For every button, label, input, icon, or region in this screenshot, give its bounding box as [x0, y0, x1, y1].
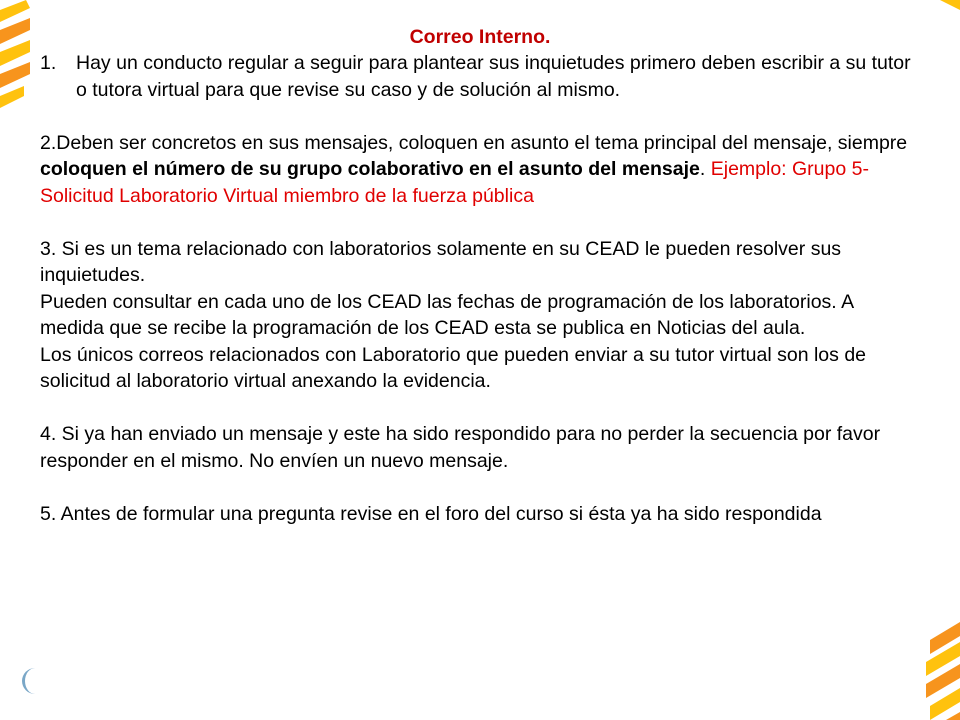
spacer	[40, 103, 920, 130]
document-body	[40, 0, 920, 527]
example-text: Ejemplo: Grupo 5- Solicitud Laboratorio Virtual miembro de la fuerza pública	[40, 158, 869, 207]
spacer	[40, 209, 920, 236]
paragraph-5: 5. Antes de formular una pregunta revise en el foro del curso si ésta ya ha sido respondida	[40, 502, 822, 525]
paragraph-2	[40, 130, 920, 210]
paragraph-text: 2.Deben ser concretos en sus mensajes, coloquen en asunto el tema principal del mensaje, siempre	[40, 131, 908, 154]
corner-decoration-top-right	[930, 0, 960, 20]
bracket-decoration	[22, 668, 39, 694]
paragraph-3b: Pueden consultar en cada uno de los CEAD las fechas de programación de los laboratorios. A medida que se recibe la programación de los CEAD esta se publica en Noticias del aula.	[40, 290, 854, 339]
paragraph-4: 4. Si ya han enviado un mensaje y este ha sido respondido para no perder la secuencia por favor responder en el mismo. No envíen un nuevo mensaje.	[40, 423, 881, 472]
paragraph-text: .	[699, 158, 711, 180]
paragraph-3c: Los únicos correos relacionados con Laboratorio que pueden enviar a su tutor virtual son los de solicitud al laboratorio virtual anexando la evidencia.	[40, 343, 867, 392]
corner-decoration-top-left	[0, 0, 30, 120]
spacer	[40, 395, 920, 422]
page-title: Correo Interno.	[409, 26, 551, 48]
paragraph-3: 3. Si es un tema relacionado con laboratorios solamente en su CEAD le pueden resolver sus inquietudes.	[40, 237, 842, 286]
list-item-1	[40, 50, 920, 103]
emphasis-text: coloquen el número de su grupo colaborativo en el asunto del mensaje	[40, 158, 700, 180]
list-item-text: Hay un conducto regular a seguir para plantear sus inquietudes primero deben escribir a su tutor o tutora virtual para que revise su caso y de solución al mismo.	[76, 52, 911, 101]
list-number: 1.	[40, 52, 57, 74]
corner-decoration-bottom-right	[920, 600, 960, 720]
spacer	[40, 474, 920, 501]
